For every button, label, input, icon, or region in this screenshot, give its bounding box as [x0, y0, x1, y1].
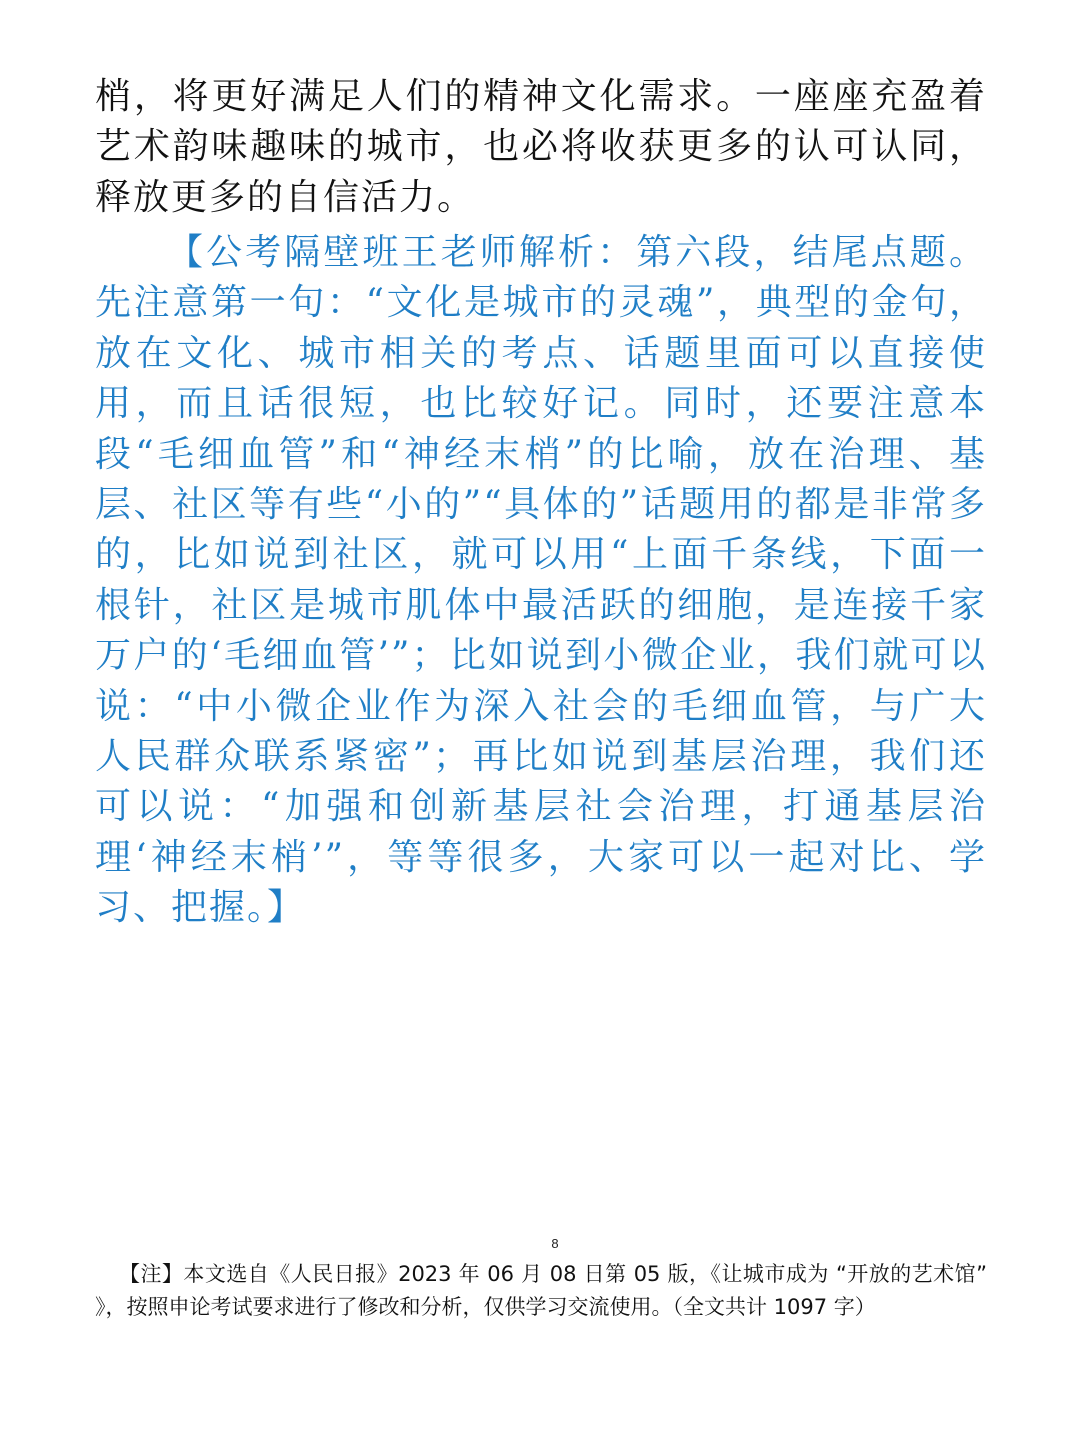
analysis-paragraph: 【公考隔壁班王老师解析：第六段，结尾点题。先注意第一句：“文化是城市的灵魂”，典型的金句，放在文化、城市相关的考点、话题里面可以直接使用，而且话很短，也比较好记。同时，还要注意本段“毛细血管”和“神经末梢”的比喻，放在治理、基层、社区等有些“小的”“具体的”话题用的都是非常多的，比如说到社区，就可以用“上面千条线，下面一根针，社区是城市肌体中最活跃的细胞，是连接千家万户的‘毛细血管’”；比如说到小微企业，我们就可以说：“中小微企业作为深入社会的毛细血管，与广大人民群众联系紧密”；再比如说到基层治理，我们还可以说：“加强和创新基层社会治理，打通基层治理‘神经末梢’”，等等很多，大家可以一起对比、学习、把握。】	[95, 232, 987, 929]
lead-paragraph: 梢，将更好满足人们的精神文化需求。一座座充盈着艺术韵味趣味的城市，也必将收获更多的认可认同，释放更多的自信活力。	[95, 76, 987, 218]
footnote: 【注】本文选自《人民日报》2023 年 06 月 08 日第 05 版，《让城市成为 “开放的艺术馆” 》，按照申论考试要求进行了修改和分析，仅供学习交流使用。（全文共计 1097 字）	[95, 1262, 987, 1319]
page-number: 8	[551, 1236, 559, 1251]
